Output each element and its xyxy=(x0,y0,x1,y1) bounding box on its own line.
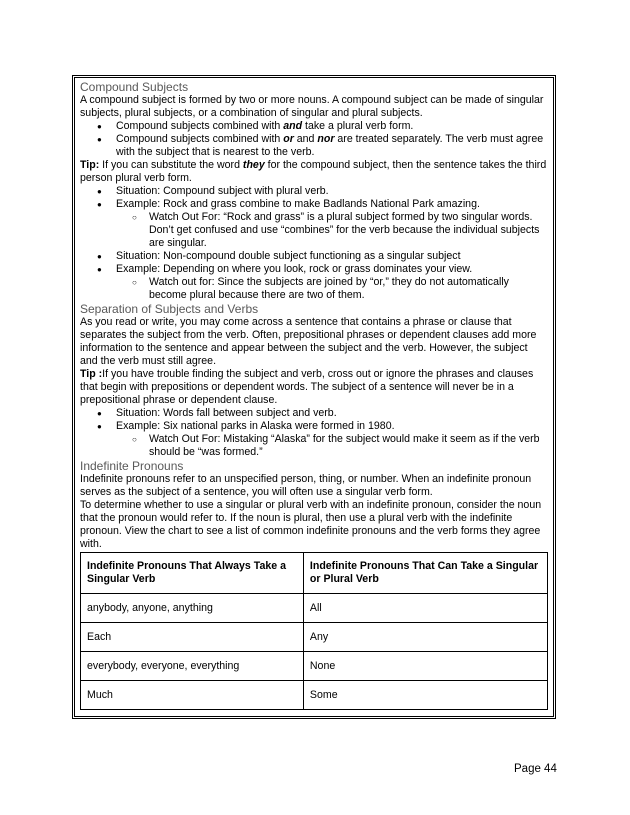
section-heading-compound-subjects: Compound Subjects xyxy=(80,80,189,94)
section-heading-separation: Separation of Subjects and Verbs xyxy=(80,302,259,316)
table-cell: Each xyxy=(81,623,304,652)
list-item: ● Compound subjects combined with or and nor are treated separately. The verb must agree with the subject that is nearest to the verb. xyxy=(116,133,548,159)
table-row xyxy=(81,652,548,681)
list-item: ● Compound subjects combined with and take a plural verb form. xyxy=(116,120,548,133)
list-item: ○ Watch Out For: “Rock and grass” is a plural subject formed by two singular words. Don’t get confused and use “combines” for the verb because the individual subjects are singular. xyxy=(149,211,548,250)
indefinite-para-2: To determine whether to use a singular or plural verb with an indefinite pronoun, consider the noun that the pronoun would refer to. If the noun is plural, then use a plural verb with the indefinite pronoun. View the chart to see a list of common indefinite pronouns and the verb forms they agree with. xyxy=(80,499,542,550)
separation-examples-list xyxy=(80,407,548,459)
list-item: ● Example: Depending on where you look, rock or grass dominates your view. ○ Watch out for: Since the subjects are joined by “or,” they do not automatically become plural because there are two of them. xyxy=(116,263,548,302)
list-item: ● Situation: Words fall between subject and verb. xyxy=(116,407,548,420)
compound-rules-list xyxy=(80,120,548,159)
list-item: ● Situation: Compound subject with plural verb. xyxy=(116,185,548,198)
table-header: Indefinite Pronouns That Can Take a Singular or Plural Verb xyxy=(303,553,547,594)
table-cell: All xyxy=(303,594,547,623)
table-header: Indefinite Pronouns That Always Take a Singular Verb xyxy=(81,553,304,594)
separation-intro: As you read or write, you may come across a sentence that contains a phrase or clause that separates the subject from the verb. Often, prepositional phrases or dependent clauses add more information to the sentence and appear between the subject and the verb. However, the subject and the verb must still agree. xyxy=(80,316,537,367)
table-cell: anybody, anyone, anything xyxy=(81,594,304,623)
table-cell: everybody, everyone, everything xyxy=(81,652,304,681)
page-number: Page 44 xyxy=(514,763,557,775)
list-item: ● Example: Rock and grass combine to make Badlands National Park amazing. ○ Watch Out For: “Rock and grass” is a plural subject formed by two singular words. Don’t get confused and use “combines” for the verb because the individual subjects are singular. xyxy=(116,198,548,250)
compound-intro: A compound subject is formed by two or more nouns. A compound subject can be made of singular subjects, plural subjects, or a combination of singular and plural subjects. xyxy=(80,94,544,119)
table-row xyxy=(81,681,548,710)
table-cell: Much xyxy=(81,681,304,710)
table-row xyxy=(81,594,548,623)
table-row xyxy=(81,623,548,652)
page-content xyxy=(80,80,548,710)
list-item: ○ Watch Out For: Mistaking “Alaska” for the subject would make it seem as if the verb should be “was formed.” xyxy=(149,433,548,459)
compound-tip: Tip: If you can substitute the word they for the compound subject, then the sentence takes the third person plural verb form. xyxy=(80,159,547,184)
list-item: ● Example: Six national parks in Alaska were formed in 1980. ○ Watch Out For: Mistaking “Alaska” for the subject would make it seem as if the verb should be “was formed.” xyxy=(116,420,548,459)
indefinite-pronouns-table xyxy=(80,552,548,710)
indefinite-para-1: Indefinite pronouns refer to an unspecified person, thing, or number. When an indefinite pronoun serves as the subject of a sentence, you will often use a singular verb form. xyxy=(80,473,532,498)
section-heading-indefinite-pronouns: Indefinite Pronouns xyxy=(80,459,184,473)
table-header-row xyxy=(81,553,548,594)
list-item: ○ Watch out for: Since the subjects are joined by “or,” they do not automatically become plural because there are two of them. xyxy=(149,276,548,302)
separation-tip: Tip :If you have trouble finding the subject and verb, cross out or ignore the phrases and clauses that begin with prepositions or dependent words. The subject of a sentence will never be in a prepositional phrase or dependent clause. xyxy=(80,368,534,406)
compound-examples-list xyxy=(80,185,548,302)
list-item: ● Situation: Non-compound double subject functioning as a singular subject xyxy=(116,250,548,263)
table-cell: Some xyxy=(303,681,547,710)
table-cell: Any xyxy=(303,623,547,652)
table-cell: None xyxy=(303,652,547,681)
